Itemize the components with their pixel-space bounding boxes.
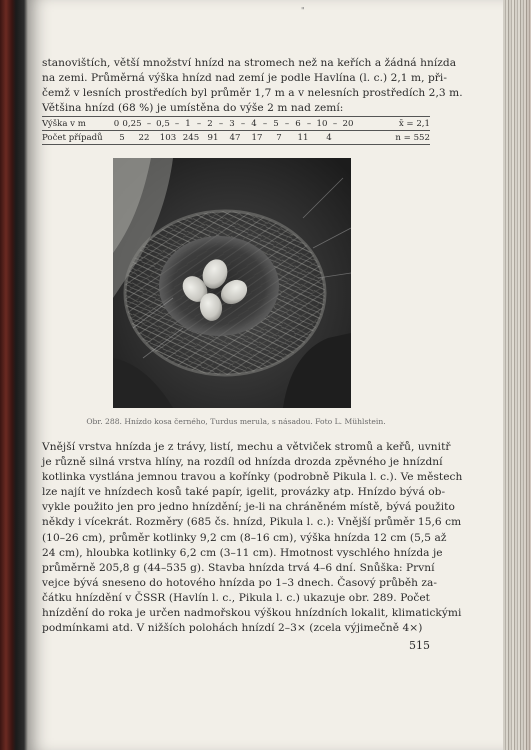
- height-cell: –: [146, 118, 152, 129]
- height-cell: –: [240, 118, 246, 129]
- count-cell: 245: [182, 132, 200, 143]
- height-cell: 20: [342, 118, 354, 129]
- height-cell: –: [306, 118, 312, 129]
- nest-with-eggs-image: [113, 158, 351, 408]
- text-line: kotlinka vystlána jemnou travou a kořínky (podrobně Pikula l. c.). Ve městech: [42, 471, 463, 484]
- text-line: Vnější vrstva hnízda je z trávy, listí, mechu a větviček stromů a keřů, uvnitř: [42, 441, 451, 453]
- height-cell: –: [262, 118, 268, 129]
- text-line: lze najít ve hnízdech kosů také papír, igelit, provázky atp. Hnízdo bývá ob-: [42, 486, 446, 499]
- header-mark: ": [301, 6, 305, 15]
- text-line: čemž v lesních prostředích byl průměr 1,7 m a v nelesních prostředích 2,3 m.: [42, 87, 463, 100]
- height-cell: –: [196, 118, 202, 129]
- height-cell: –: [284, 118, 290, 129]
- page-number: 515: [409, 639, 430, 652]
- text-line: vejce bývá sneseno do hotového hnízda po 1–3 dnech. Časový průběh za-: [42, 576, 438, 589]
- height-cell: 0: [113, 118, 120, 129]
- text-line: někdy i vícekrát. Rozměry (685 čs. hnízd, Pikula l. c.): Vnější průměr 15,6 cm: [42, 516, 462, 529]
- height-cell: 2: [207, 118, 213, 129]
- height-cell: 1: [185, 118, 191, 129]
- mean-summary: x̄ = 2,1: [398, 118, 430, 129]
- text-line: podmínkami atd. V nižších polohách hnízdí 2–3× (zcela výjimečně 4×): [42, 622, 423, 635]
- figure-caption: Obr. 288. Hnízdo kosa černého, Turdus merula, s násadou. Foto L. Mühlstein.: [86, 417, 386, 426]
- count-cell: 47: [229, 132, 241, 143]
- height-cell: 10: [316, 118, 328, 129]
- height-cell: 4: [251, 118, 257, 129]
- text-line: je různě silná vrstva hlíny, na rozdíl od hnízda drozda zpěvného je hnízdní: [42, 456, 443, 469]
- text-line: čátku hnízdění v ČSSR (Havlín l. c., Pikula l. c.) ukazuje obr. 289. Počet: [42, 591, 430, 604]
- nest-photo: [113, 158, 351, 408]
- text-line: na zemi. Průměrná výška hnízd nad zemí je podle Havlína (l. c.) 2,1 m, při-: [42, 72, 447, 85]
- height-cell: 0,25: [122, 118, 142, 129]
- count-cell: 11: [297, 132, 309, 143]
- nest-height-table: [42, 116, 430, 145]
- count-cell: 91: [207, 132, 219, 143]
- height-cell: –: [174, 118, 180, 129]
- count-cell: 22: [138, 132, 150, 143]
- height-cell: 6: [295, 118, 301, 129]
- text-line: průměrně 205,8 g (44–535 g). Stavba hnízda trvá 4–6 dní. Snůška: První: [42, 561, 435, 574]
- text-line: stanovištích, větší množství hnízd na stromech než na keřích a žádná hnízda: [42, 57, 457, 69]
- row-label-count: Počet případů: [42, 132, 103, 143]
- text-line: Většina hnízd (68 %) je umístěna do výše 2 m nad zemí:: [42, 102, 344, 115]
- count-cell: 5: [119, 132, 125, 143]
- paragraph-nest-description: [42, 440, 463, 636]
- count-cell: 7: [276, 132, 282, 143]
- height-cell: –: [218, 118, 224, 129]
- text-line: 24 cm), hloubka kotlinky 6,2 cm (3–11 cm). Hmotnost vyschlého hnízda je: [42, 546, 443, 559]
- height-cell: 3: [229, 118, 235, 129]
- count-cell: 103: [159, 132, 177, 143]
- count-cell: 17: [251, 132, 263, 143]
- paragraph-nest-height: [42, 56, 463, 116]
- row-label-height: Výška v m: [42, 118, 86, 129]
- text-line: hnízdění do roka je určen nadmořskou výškou hnízdních lokalit, klimatickými: [42, 607, 462, 620]
- table-row-height: [42, 117, 430, 130]
- count-cell: 4: [326, 132, 332, 143]
- height-cell: 0,5: [156, 118, 170, 129]
- total-summary: n = 552: [395, 132, 430, 143]
- height-cell: –: [332, 118, 338, 129]
- table-row-count: [42, 130, 430, 144]
- page-edges: [503, 0, 531, 750]
- text-line: (10–26 cm), průměr kotlinky 9,2 cm (8–16 cm), výška hnízda 12 cm (5,5 až: [42, 531, 447, 544]
- text-line: vykle použito jen pro jedno hnízdění; je-li na chráněném místě, bývá použito: [42, 501, 455, 514]
- height-cell: 5: [273, 118, 279, 129]
